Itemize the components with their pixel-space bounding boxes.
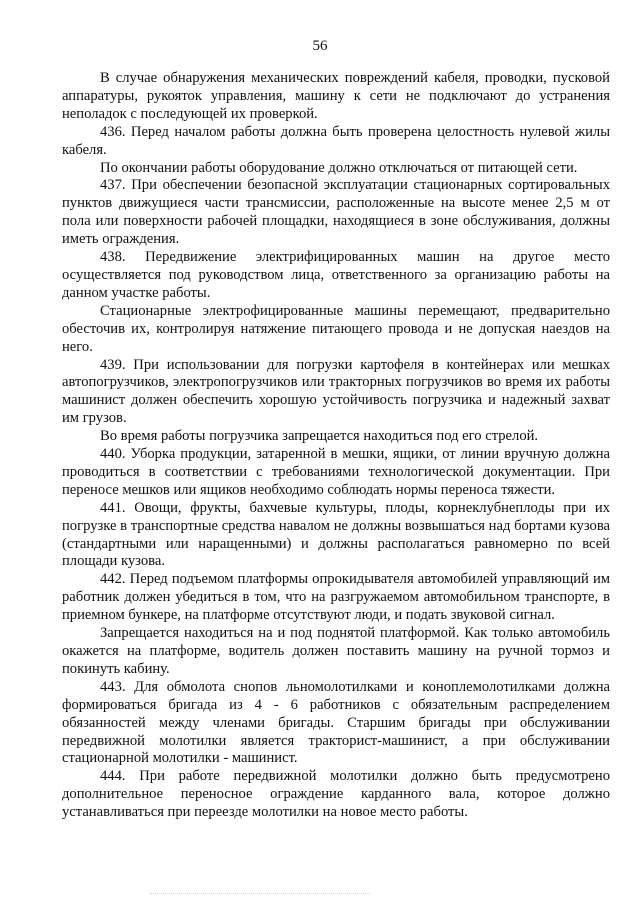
- document-body: [62, 70, 610, 822]
- paragraph-444: 444. При работе передвижной молотилки должно быть предусмотрено дополнительное переносное ограждение карданного вала, которое должно устанавливаться при переезде молотилки на новое место работы.: [62, 768, 610, 821]
- paragraph-442: 442. Перед подъемом платформы опрокидывателя автомобилей управляющий им работник должен убедиться в том, что на разгружаемом автомобильном транспорте, в приемном бункере, на платформе отсутствуют люди, и подать звуковой сигнал.: [62, 571, 610, 624]
- paragraph-cable-damage: В случае обнаружения механических повреждений кабеля, проводки, пусковой аппаратуры, рукояток управления, машину к сети не подключают до устранения неполадок с последующей их проверкой.: [62, 70, 610, 122]
- paragraph-platform: Запрещается находиться на и под поднятой платформой. Как только автомобиль окажется на платформе, водитель должен поставить машину на ручной тормоз и покинуть кабину.: [62, 625, 610, 677]
- paragraph-440: 440. Уборка продукции, затаренной в мешки, ящики, от линии вручную должна проводиться в соответствии с требованиями технологической документации. При переносе мешков или ящиков необходимо соблюдать нормы переноса тяжести.: [62, 446, 610, 498]
- paragraph-stationary-machines: Стационарные электрофицированные машины перемещают, предварительно обесточив их, контролируя натяжение питающего провода и не допуская наездов на него.: [62, 302, 610, 355]
- paragraph-443: 443. Для обмолота снопов льномолотилками и коноплемолотилками должна формироваться бригада из 4 - 6 работников с обязательным распределением обязанностей между членами бригады. Старшим бригады при обслуживании передвижной молотилки является тракторист-машинист, а при обслуживании стационарной молотилки - машинист.: [62, 678, 610, 767]
- paragraph-loader-boom: Во время работы погрузчика запрещается находиться под его стрелой.: [100, 428, 539, 445]
- page-bottom-divider: [150, 893, 370, 894]
- paragraph-436: 436. Перед началом работы должна быть проверена целостность нулевой жилы кабеля.: [62, 123, 610, 158]
- page-number: 56: [312, 38, 328, 54]
- paragraph-disconnect: По окончании работы оборудование должно отключаться от питающей сети.: [100, 159, 578, 176]
- paragraph-439: 439. При использовании для погрузки картофеля в контейнерах или мешках автопогрузчиков, электропогрузчиков или тракторных погрузчиков во время их работы машинист должен обеспечить хорошую устойчивость погрузчика и надежный захват им грузов.: [62, 356, 610, 427]
- paragraph-437: 437. При обеспечении безопасной эксплуатации стационарных сортировальных пунктов движущиеся части трансмиссии, расположенные на высоте менее 2,5 м от пола или поверхности рабочей площадки, находящиеся в зоне обслуживания, должны иметь ограждения.: [62, 177, 610, 248]
- paragraph-438: 438. Передвижение электрифицированных машин на другое место осуществляется под руководством лица, ответственного за организацию работы на данном участке работы.: [62, 249, 610, 301]
- paragraph-441: 441. Овощи, фрукты, бахчевые культуры, плоды, корнеклубнеплоды при их погрузке в транспортные средства навалом не должны возвышаться над бортами кузова (стандартными или наращенными) и должны располагаться равномерно по всей площади кузова.: [62, 499, 610, 570]
